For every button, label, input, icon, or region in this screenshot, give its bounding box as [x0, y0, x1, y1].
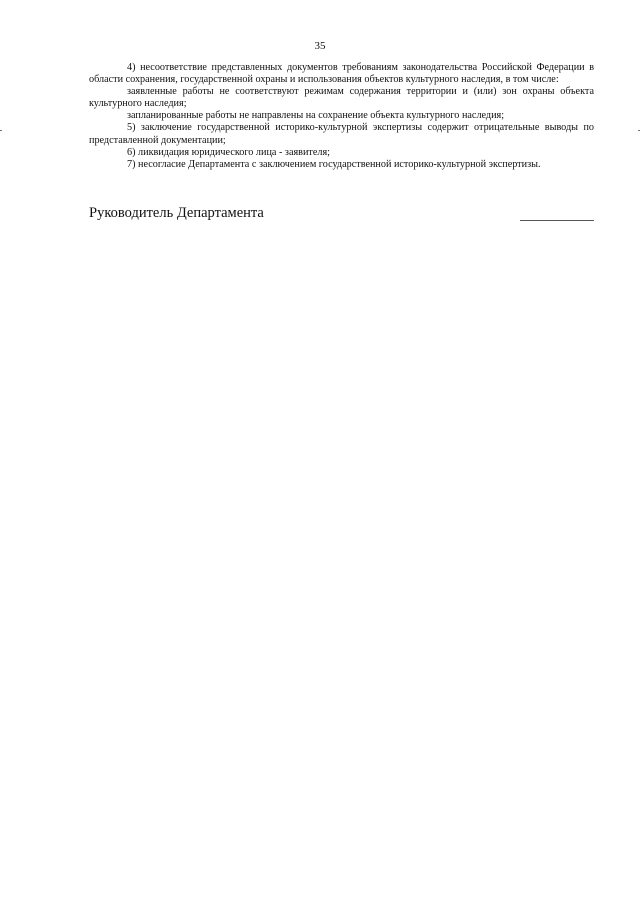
signature-block: [89, 205, 594, 225]
signature-title: Руководитель Департамента: [89, 205, 264, 221]
paragraph-item-5: 5) заключение государственной историко-культурной экспертизы содержит отрицательные выводы по представленной документации;: [89, 122, 594, 146]
page-number: 35: [314, 40, 326, 52]
scan-edge-mark-left: [0, 130, 2, 131]
paragraph-item-4: 4) несоответствие представленных документов требованиям законодательства Российской Федерации в области сохранения, государственной охраны и использования объектов культурного наследия, в том числе:: [89, 62, 594, 86]
paragraph-subitem-preservation: запланированные работы не направлены на сохранение объекта культурного наследия;: [127, 110, 505, 122]
document-body: [89, 62, 594, 171]
signature-line: [520, 220, 594, 221]
paragraph-subitem-zones: заявленные работы не соответствуют режимам содержания территории и (или) зон охраны объекта культурного наследия;: [89, 86, 594, 110]
paragraph-item-7: 7) несогласие Департамента с заключением государственной историко-культурной экспертизы.: [127, 158, 541, 170]
paragraph-item-6: 6) ликвидация юридического лица - заявителя;: [127, 146, 330, 158]
